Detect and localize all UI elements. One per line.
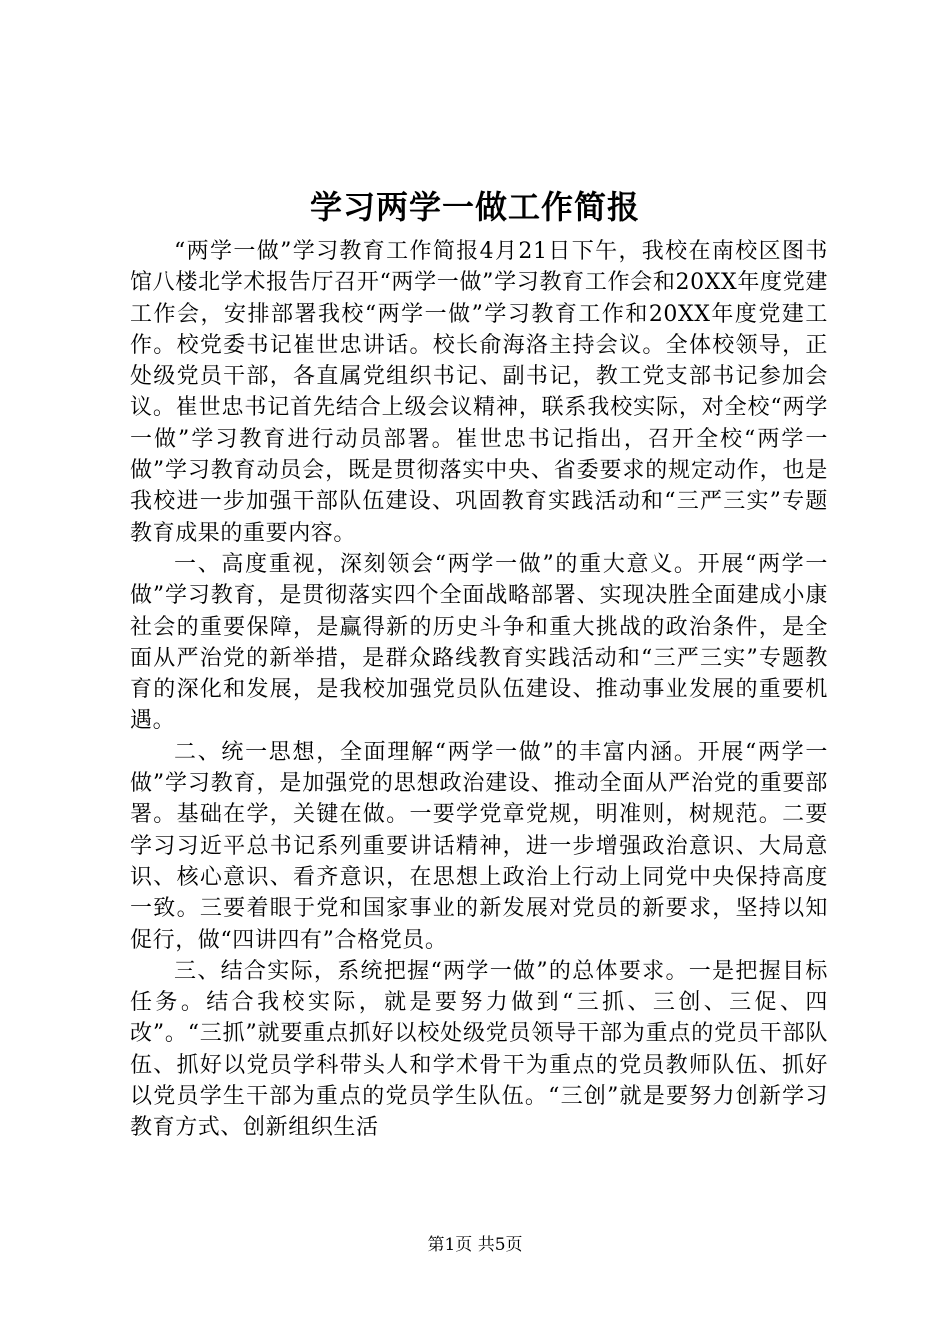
paragraph-section-two: 二、统一思想，全面理解“两学一做”的丰富内涵。开展“两学一做”学习教育，是加强党的思想政治建设、推动全面从严治党的重要部署。基础在学，关键在做。一要学党章党规，明准则，树规范。二要学习习近平总书记系列重要讲话精神，进一步增强政治意识、大局意识、核心意识、看齐意识，在思想上政治上行动上同党中央保持高度一致。三要着眼于党和国家事业的新发展对党员的新要求，坚持以知促行，做“四讲四有”合格党员。 [130, 739, 828, 953]
paragraph-section-one: 一、高度重视，深刻领会“两学一做”的重大意义。开展“两学一做”学习教育，是贯彻落实四个全面战略部署、实现决胜全面建成小康社会的重要保障，是赢得新的历史斗争和重大挑战的政治条件，是全面从严治党的新举措，是群众路线教育实践活动和“三严三实”专题教育的深化和发展，是我校加强党员队伍建设、推动事业发展的重要机遇。 [130, 551, 828, 734]
paragraph-intro: “两学一做”学习教育工作简报4月21日下午，我校在南校区图书馆八楼北学术报告厅召开“两学一做”学习教育工作会和20XX年度党建工作会，安排部署我校“两学一做”学习教育工作和20XX年度党建工作。校党委书记崔世忠讲话。校长俞海洛主持会议。全体校领导，正处级党员干部，各直属党组织书记、副书记，教工党支部书记参加会议。崔世忠书记首先结合上级会议精神，联系我校实际，对全校“两学一做”学习教育进行动员部署。崔世忠书记指出，召开全校“两学一做”学习教育动员会，既是贯彻落实中央、省委要求的规定动作，也是我校进一步加强干部队伍建设、巩固教育实践活动和“三严三实”专题教育成果的重要内容。 [130, 239, 828, 546]
document-title: 学习两学一做工作简报 [309, 188, 640, 226]
paragraph-section-three: 三、结合实际，系统把握“两学一做”的总体要求。一是把握目标任务。结合我校实际，就是要努力做到“三抓、三创、三促、四改”。“三抓”就要重点抓好以校处级党员领导干部为重点的党员干部队伍、抓好以党员学科带头人和学术骨干为重点的党员教师队伍、抓好以党员学生干部为重点的党员学生队伍。“三创”就是要努力创新学习教育方式、创新组织生活 [130, 958, 828, 1141]
page-number-footer: 第1页 共5页 [427, 1235, 523, 1255]
document-body [130, 236, 828, 1144]
